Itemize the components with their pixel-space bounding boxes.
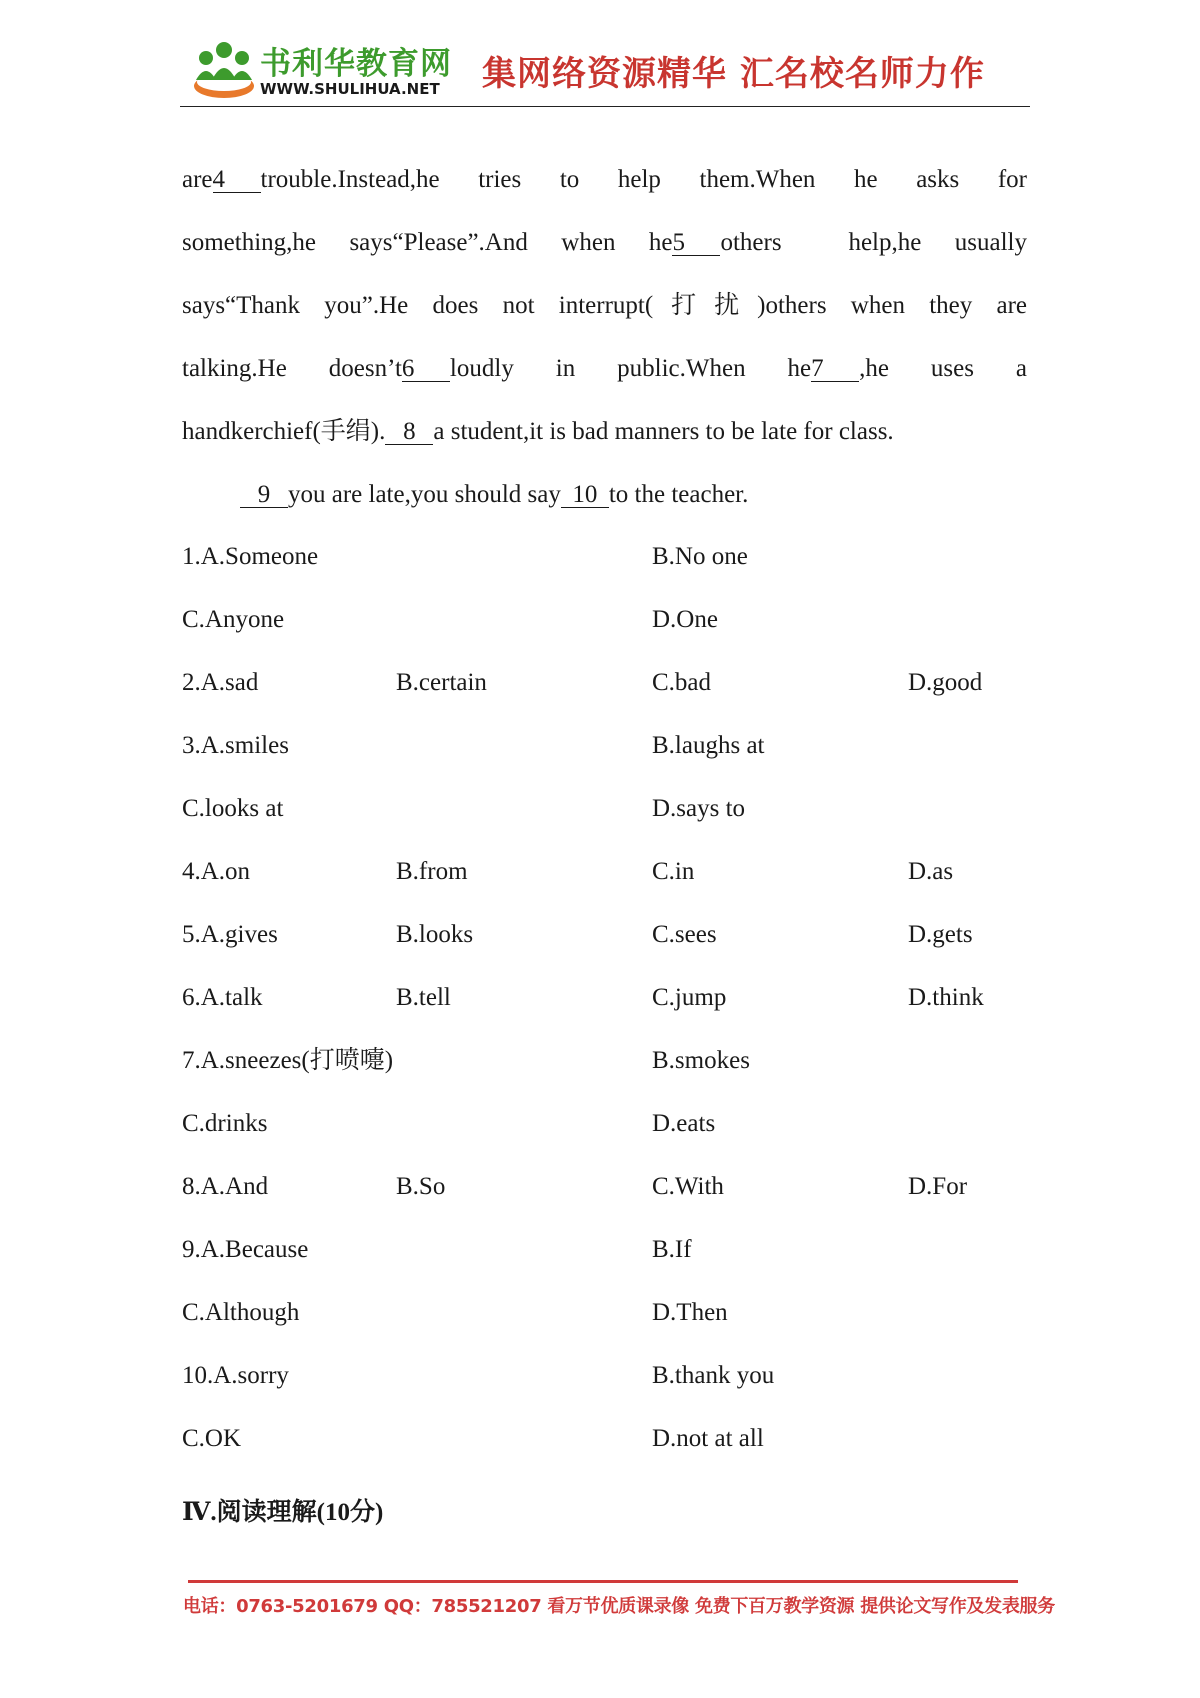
question-2-option-c: C.bad [652, 669, 712, 696]
question-4-option-c: C.in [652, 858, 695, 885]
question-8-option-c: C.With [652, 1173, 724, 1200]
question-9-option-c: C.Although [182, 1299, 300, 1326]
passage-line-5: handkerchief(手绢). 8 a student,it is bad manners to be late for class. [182, 418, 894, 445]
question-9-option-b: B.If [652, 1236, 692, 1263]
question-7-option-a: 7.A.sneezes(打喷嚏) [182, 1047, 394, 1074]
question-1-option-a: 1.A.Someone [182, 543, 319, 570]
question-3-option-b: B.laughs at [652, 732, 765, 759]
question-6-option-c: C.jump [652, 984, 727, 1011]
question-9-option-d: D.Then [652, 1299, 728, 1326]
logo-people-icon [192, 36, 256, 100]
blank-9: 9 [240, 483, 288, 508]
blank-8: 8 [385, 420, 433, 445]
footer-contact: 电话：0763-5201679 QQ：785521207 看万节优质课录像 免费下百万教学资源 提供论文写作及发表服务 [183, 1596, 1055, 1617]
blank-4: 4 [213, 168, 261, 193]
question-5-option-a: 5.A.gives [182, 921, 278, 948]
question-5-option-c: C.sees [652, 921, 717, 948]
question-8-option-b: B.So [396, 1173, 446, 1200]
question-7-option-b: B.smokes [652, 1047, 750, 1074]
question-10-option-b: B.thank you [652, 1362, 775, 1389]
question-5-option-b: B.looks [396, 921, 474, 948]
question-3-option-c: C.looks at [182, 795, 284, 822]
question-9-option-a: 9.A.Because [182, 1236, 309, 1263]
question-5-option-d: D.gets [908, 921, 973, 948]
question-3-option-a: 3.A.smiles [182, 732, 289, 759]
footer-divider [188, 1580, 1018, 1583]
question-2-option-b: B.certain [396, 669, 487, 696]
question-8-option-d: D.For [908, 1173, 968, 1200]
logo-name: 书利华教育网 [260, 46, 452, 82]
question-3-option-d: D.says to [652, 795, 746, 822]
question-4-option-d: D.as [908, 858, 954, 885]
question-1-option-d: D.One [652, 606, 718, 633]
question-1-option-c: C.Anyone [182, 606, 285, 633]
passage-line-6: 9 you are late,you should say 10 to the teacher. [240, 480, 1085, 510]
question-8-option-a: 8.A.And [182, 1173, 269, 1200]
passage-line-1: are4 trouble.Instead,he tries to help them.When he asks for [182, 166, 1027, 193]
question-1-option-b: B.No one [652, 543, 748, 570]
question-10-option-c: C.OK [182, 1425, 242, 1452]
blank-6: 6 [402, 357, 450, 382]
passage-line-4: talking.He doesn’t6 loudly in public.When he7 ,he uses a [182, 355, 1027, 382]
question-7-option-d: D.eats [652, 1110, 716, 1137]
question-7-option-c: C.drinks [182, 1110, 268, 1137]
blank-10: 10 [561, 483, 609, 508]
question-4-option-b: B.from [396, 858, 468, 885]
blank-7: 7 [811, 357, 859, 382]
header-divider [180, 106, 1030, 107]
passage-line-2: something,he says“Please”.And when he5 others help,he usually [182, 229, 1027, 256]
question-10-option-a: 10.A.sorry [182, 1362, 289, 1389]
logo-url[interactable]: WWW.SHULIHUA.NET [260, 80, 440, 98]
section-heading: Ⅳ.阅读理解(10分) [182, 1499, 384, 1526]
blank-5: 5 [672, 231, 720, 256]
question-6-option-b: B.tell [396, 984, 451, 1011]
question-6-option-a: 6.A.talk [182, 984, 263, 1011]
question-2-option-a: 2.A.sad [182, 669, 259, 696]
question-10-option-d: D.not at all [652, 1425, 764, 1452]
passage-line-3: says“Thank you”.He does not interrupt(打扰)others when they are [182, 292, 1027, 319]
header-slogan: 集网络资源精华 汇名校名师力作 [482, 54, 985, 94]
question-2-option-d: D.good [908, 669, 983, 696]
question-4-option-a: 4.A.on [182, 858, 251, 885]
question-6-option-d: D.think [908, 984, 984, 1011]
site-header [180, 28, 1030, 106]
